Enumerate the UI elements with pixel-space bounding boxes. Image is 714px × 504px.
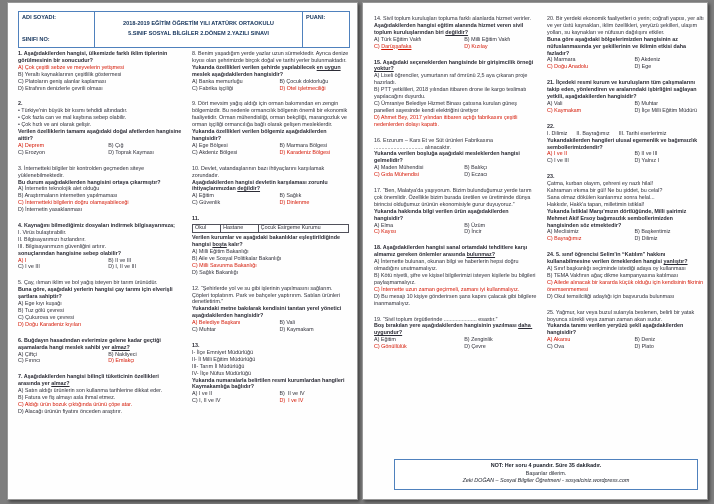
answer-option: C) Ova <box>547 344 565 351</box>
question <box>374 245 538 307</box>
question-text: 21. İlçedeki resmi kurum ve kuruluşların tüm çalışmalarını takip eden, yönlendiren ve aralarındaki işbirliğini sağlayan yetkili, aşağıdakilerden hangisidir? <box>547 80 698 101</box>
answer-options <box>547 266 706 301</box>
answer-option-correct: A) Deprem <box>18 142 45 149</box>
answer-option: B) Çığ <box>108 142 124 149</box>
answer-option-correct: D) Karadeniz Bölgesi <box>279 149 331 156</box>
question-text: Yukarıda hakkında bilgi verilen ürün aşağıdakilerden hangisidir? <box>374 208 511 222</box>
answer-option: B) Yeraltı kaynaklarının çeşitlilik göstermesi <box>18 71 122 78</box>
answer-options <box>547 101 706 115</box>
question-text: 16. Erzurum – Kars Et ve Süt ürünleri Fabrikasına ................................. alınacaktır. <box>374 137 495 151</box>
question <box>374 188 538 236</box>
question-text: Yukarıda verilen boşluğa aşağıdaki mesleklerden hangisi gelmelidir? <box>374 151 522 165</box>
question-table-cell: Okul <box>193 225 221 233</box>
answer-option-correct: D) Doğu Karadeniz kıyıları <box>18 321 82 328</box>
question <box>192 343 351 405</box>
question-text: Boş bırakılan yere aşağıdakilerden hangisinin yazılması daha uygundur? <box>374 323 533 337</box>
question-text: 6. Buğdayın hasadından evlerimize gelene kadar geçtiği aşamalarda hangi meslek sahibi yer almaz? <box>18 337 163 351</box>
answer-option-correct: C) Bayrağımız <box>547 236 582 243</box>
answer-options <box>547 337 706 351</box>
answer-options <box>374 37 538 51</box>
answer-options <box>18 143 182 157</box>
question <box>547 310 706 351</box>
answer-option: C) Fabrika işçiliği <box>192 85 234 92</box>
question-table <box>192 224 349 233</box>
answer-option: B) Deniz <box>634 337 656 344</box>
exam-header-table <box>18 11 350 48</box>
answer-option: D) I, II ve III <box>108 264 137 271</box>
page1-column-right <box>192 51 351 414</box>
answer-option: D) Kaymakam <box>279 327 314 334</box>
question <box>547 16 706 71</box>
answer-option: C) Akdeniz Bölgesi <box>192 149 238 156</box>
answer-option: D) Çevre <box>464 344 486 351</box>
answer-options <box>192 320 351 334</box>
answer-option: B) Milli Eğitim Vakfı <box>464 36 511 43</box>
question-text: 1. Aşağıdakilerden hangisi, ülkemizde farklı iklim tiplerinin görülmesinin bir sonucudur? <box>18 51 169 64</box>
question-text: • Türkiye'nin büyük bir kısmı tehdidi altındadır. <box>18 108 128 115</box>
question <box>18 280 182 328</box>
answer-options <box>18 301 182 329</box>
exam-title: 5.SINIF SOSYAL BİLGİLER 2.DÖNEM 2.YAZILI SINAVI <box>128 31 269 37</box>
answer-option-correct: C) Milli Savunma Bakanlığı <box>192 262 257 269</box>
exam-page-2 <box>362 2 708 500</box>
answer-option-correct: C) Gönüllülük <box>374 344 407 351</box>
answer-option: D) Okul temsilciliği adaylığı için başvuruda bulunması <box>547 293 675 300</box>
question-text: 25. Yağmur, kar veya buzul sularıyla beslenen, belirli bir yatak boyunca sürekli veya zaman zaman akan sudur. <box>547 309 696 323</box>
answer-option-correct: A) I <box>18 257 27 264</box>
answer-option: C) Çukurova ve çevresi <box>18 314 75 321</box>
answer-option: B) II ve III <box>634 151 658 158</box>
question-text: Yukarıda İstiklal Marşı'mızın dörtlüğünde, Milli şairimiz Mehmet Akif Ersoy bağımsızlık sembollerimizden hangisinden söz etmektedir? <box>547 208 688 229</box>
answer-option: D) Yalnız I <box>634 158 660 165</box>
question-text: Yukarıda özellikleri verilen şehirde yapılabilecek en uygun meslek aşağıdakilerden hangisidir? <box>192 64 343 78</box>
question <box>374 317 538 352</box>
question-text: • Çok fazla can ve mal kaybına sebep olabilir. <box>18 115 127 122</box>
question-text: Çatma, kurban olayım, çehreni ey nazlı hilal! <box>547 181 654 188</box>
answer-option: C) Erozyon <box>18 149 45 156</box>
class-label: SINIFI NO: <box>22 37 50 43</box>
question <box>547 124 706 165</box>
answer-option: D) Etrafının denizlerle çevrili olması <box>18 85 103 92</box>
question-text: Buna göre, aşağıdaki yerlerin hangisi çay tarımı için elverişli şartlara sahiptir? <box>18 287 175 301</box>
question-text: 19. “Sivil toplum örgütlerinde ...................... esastır.” <box>374 316 498 323</box>
answer-option: A) Türk Eğitim Vakfı <box>374 36 422 43</box>
question-text: Yukarıdaki metne bakılarak kendisini tanıtan yerel yönetici aşağıdakilerden hangisidir? <box>192 306 343 320</box>
answer-options <box>18 388 182 416</box>
question <box>18 166 182 214</box>
note-line-1: NOT: Her soru 4 puandır. Süre 35 dakikadır. <box>490 463 602 470</box>
answer-option: B) Balıkçı <box>464 165 488 172</box>
question-text: Yukarıda tanımı verilen yeryüzü şekli aşağıdakilerden hangisidir? <box>547 323 685 337</box>
answer-options <box>192 391 351 405</box>
question-text: Yukarıda numaralarla belirtilen resmi kurumlardan hangileri Kaymakamlığa bağlıdır? <box>192 377 346 391</box>
answer-option: B) Sağlık <box>279 193 302 200</box>
answer-option: A) Maden Mühendisi <box>374 165 424 172</box>
question <box>18 51 182 92</box>
answer-option-correct: C) İnternette uzun zaman geçirmeli, zamanı iyi kullanmalıyız. <box>374 286 520 293</box>
answer-option: B) Marmara Bölgesi <box>279 142 328 149</box>
answer-option-correct: D) Kızılay <box>464 43 488 50</box>
answer-option: C) Ümraniye Belediye Hizmet Binası çatısına kurulan güneş panelleri sayesinde kendi elektriğini üretiyor <box>374 100 519 114</box>
answer-option: A) İnternetin teknolojik alet olduğu <box>18 186 100 193</box>
answer-option: A) I ve II <box>192 391 213 398</box>
question-text: Kahraman ırkıma bir gül! Ne bu şiddet, bu celal? <box>547 188 663 195</box>
answer-option: A) Marmara <box>547 57 576 64</box>
question-text: 14. Sivil toplum kuruluşları topluma farklı alanlarda hizmet verirler. <box>374 16 531 22</box>
answer-option-correct: C) Doğu Anadolu <box>547 64 589 71</box>
answer-option: B) Araştırmaların internetten yapılmaması <box>18 193 118 200</box>
question-text: 11. <box>192 216 200 223</box>
answer-option: A) Banka memurluğu <box>192 78 243 85</box>
question-text: Aşağıdakilerden hangisi devletin karşılaması zorunlu ihtiyaçlarımızdan değildir? <box>192 179 330 193</box>
question-text: 15. Aşağıdaki seçeneklerden hangisinde bir girişimcilik örneği yoktur? <box>374 59 535 73</box>
question <box>18 338 182 366</box>
answer-option: A) Eğitim <box>374 337 396 344</box>
answer-options <box>374 337 538 351</box>
answer-option-correct: C) Kaymakam <box>547 107 582 114</box>
question-text: Sana olmaz dökülen kanlarımız sonra helal... <box>547 194 655 201</box>
answer-option: A) Eğitim <box>192 193 214 200</box>
question-text: sonuçlarından hangisine sebep olabilir? <box>18 250 122 257</box>
answer-option: D) Eczacı <box>464 172 488 179</box>
question <box>18 101 182 156</box>
answer-option: B) Zenginlik <box>464 337 493 344</box>
answer-option: A) Satın aldığı ürünlerin son kullanma tarihlerine dikkat eder. <box>18 388 163 395</box>
question <box>192 216 351 277</box>
question-text: III. Bilgisayarımızın güvenliğini artırır. <box>18 243 107 250</box>
note-line-2: Başarılar dilerim. <box>525 470 567 477</box>
answer-options <box>374 223 538 237</box>
answer-option: C) I, II ve IV <box>192 398 221 405</box>
exam-note-box <box>394 459 698 490</box>
school-title: 2018-2019 EĞİTİM ÖĞRETİM YILI ATATÜRK ORTAOKULU <box>123 21 274 27</box>
exam-title-cell <box>95 12 303 47</box>
page2-column-left <box>374 16 538 360</box>
question <box>547 252 706 300</box>
answer-option: A) İnternette bulunan, okunan bilgi ve haberlerin hepsi doğru olmadığını unutmamalıyız. <box>374 259 520 273</box>
answer-options <box>18 186 182 214</box>
answer-option-correct: C) Gıda Mühendisi <box>374 172 419 179</box>
answer-option: C) Güvenlik <box>192 200 221 207</box>
exam-page-1 <box>7 2 358 500</box>
answer-option: C) I ve III <box>547 158 569 165</box>
answer-option: C) Platoların geniş alanlar kaplaması <box>18 78 107 85</box>
question <box>374 16 538 51</box>
answer-option-correct: D) Otel işletmeciliği <box>279 85 326 92</box>
answer-option: D) Toprak Kayması <box>108 149 154 156</box>
answer-option: B) Fatura ve fiş almayı asla ihmal etmez. <box>18 395 116 402</box>
answer-option-correct: A) Akarsu <box>547 337 571 344</box>
question-text: 17. “Ben, Malatya'da yaşıyorum. Bizim bulunduğumuz yerde tarım çok önemlidir. Özellikle bizim burada üretilen ve üretiminde dünya birincisi olduğumuz ürünün ekonomisiyle gurur duyuyoruz.” <box>374 188 533 208</box>
answer-option: B) Kötü niyetli, şifre ve kişisel bilgilerimizi isteyen kişilerle bu bilgileri paylaşmamalıyız. <box>374 273 537 286</box>
answer-option: B) II ve IV <box>279 391 305 398</box>
answer-option: D) İlçe Milli Eğitim Müdürü <box>634 107 698 114</box>
answer-option: D) Sağlık Bakanlığı <box>192 269 239 276</box>
question-text: Bu durum aşağıdakilerden hangisini ortaya çıkarmıştır? <box>18 179 161 186</box>
answer-option-correct: C) Kayısı <box>374 229 397 236</box>
note-line-3: Zeki DOĞAN – Sosyal Bilgiler Öğretmeni - sosyalciniz.wordpress.com <box>462 478 630 485</box>
answer-options <box>374 165 538 179</box>
question-text: 3. İnternetteki bilgiler bir kontrolden geçmeden siteye yüklenebilmektedir. <box>18 165 146 179</box>
name-label: ADI SOYADI: <box>22 15 56 21</box>
answer-option: B) Nakliyeci <box>108 351 137 358</box>
score-cell <box>303 12 349 47</box>
answer-option: B) Vali <box>279 320 295 327</box>
question-text: Aşağıdakilerden hangisi eğitim alanında hizmet veren sivil toplum kuruluşlarından biri değildir? <box>374 22 525 36</box>
answer-option: D) Alacağı ürünün fiyatını önceden araştırır. <box>18 408 122 415</box>
answer-option-correct: A) I ve II <box>547 151 568 158</box>
question <box>18 223 182 271</box>
question-table-cell: Hastane <box>221 225 259 233</box>
question <box>547 174 706 243</box>
question-text: 13. <box>192 343 200 350</box>
question <box>192 166 351 207</box>
question-text: Buna göre aşağıdaki bölgelerimizden hangisinin az nüfuslanmasında yer şekillerinin ve iklimin etkisi daha fazladır? <box>547 36 688 57</box>
question <box>192 101 351 156</box>
question-text: 5. Çay, ılıman iklim ve bol yağış isteyen bir tarım ürünüdür. <box>18 280 158 287</box>
question-text: 12. “Şehirlerde yol ve su gibi işlerinin yapılmasını sağlarım. Çöpleri toplatırım. Park ve bahçeler yaptırırım. Satılan ürünleri denetletirim.” <box>192 285 342 306</box>
answer-option: B) Akdeniz <box>634 57 661 64</box>
question-text: I. Dilimiz II. Bayrağımız III. Tarihi eserlerimiz <box>547 130 667 137</box>
answer-option: A) Ege Bölgesi <box>192 142 228 149</box>
question-text: Yukarıdakilerden hangileri ulusal egemenlik ve bağımsızlık sembollerimizdendir? <box>547 137 699 151</box>
answer-options <box>18 65 182 93</box>
question-table-cell: Çocuk Esirgeme Kurumu <box>258 225 349 233</box>
page2-column-right <box>547 16 706 360</box>
question-text: 18. Aşağıdakilerden hangisi sanal ortamdaki tehditlere karşı almamız gereken önlemler arasında bulunmaz? <box>374 245 529 259</box>
question-text: 9. Dört mevsim yağış aldığı için orman bakımından en zengin bölgemizdir. Bu nedenle ormancılık bölgenin önemli bir ekonomik faaliyetidir. Orman mühendisliği, orman bekçiliği, marangozluk ve orman işçiliği ormancılığa bağlı olarak gelişen mesleklerdir. <box>192 101 349 129</box>
question-text: Verilen kurumlar ve aşağıdaki bakanlıklar eşleştirildiğinde hangisi boşta kalır? <box>192 235 342 249</box>
answer-option: A) Ege kıyı kuşağı <box>18 301 62 308</box>
score-label: PUANI: <box>306 15 326 21</box>
answer-option-correct: C) İnternetteki bilgilerin doğru olamayabileceği <box>18 200 129 207</box>
question-text: 4. Kaynağını bilmediğimiz dosyaları indirmek bilgisayarımıza; <box>18 223 175 230</box>
question-text: II. Bilgisayarımızı hızlandırır. <box>18 236 86 243</box>
question-text: Hakkıdır, Hakk'a tapan, milletimin istiklal! <box>547 201 645 208</box>
answer-option: B) II ve III <box>108 257 132 264</box>
answer-options <box>374 259 538 307</box>
page1-column-left <box>18 51 182 425</box>
answer-options <box>192 79 351 93</box>
question-text: • Çok hızlı ve ani olarak gelişir. <box>18 122 92 129</box>
answer-option: D) İncir <box>464 229 482 236</box>
student-info-cell <box>19 12 95 47</box>
answer-options <box>192 249 351 277</box>
question-text: III- Tarım İl Müdürlüğü <box>192 363 245 370</box>
answer-options <box>192 193 351 207</box>
question-text: I. Virüs bulaştırabilir. <box>18 229 67 236</box>
answer-options <box>18 352 182 366</box>
answer-option: A) Meclisimiz <box>547 229 579 236</box>
question <box>547 80 706 115</box>
question-text: 8. Benim yaşadığım yerde yazlar uzun sürmektedir. Ayrıca denize kıyısı olan şehrimizde birçok doğal ve tarihi yerler bulunmaktadır. <box>192 51 350 64</box>
answer-option: B) TEMA Vakfının ağaç dikme kampanyasına katılması <box>547 273 679 279</box>
answer-options <box>547 57 706 71</box>
answer-option-correct: D) Emlakçı <box>108 358 135 365</box>
answer-option-correct: C) Darüşşafaka <box>374 43 412 50</box>
answer-option: D) Ege <box>634 64 652 71</box>
question-text: 23. <box>547 174 555 181</box>
answer-options <box>374 73 538 128</box>
question <box>374 60 538 129</box>
question-text: I- İlçe Emniyet Müdürlüğü <box>192 349 254 356</box>
question-text: Yukarıda özellikleri verilen bölgemiz aşağıdakilerden hangisidir? <box>192 129 329 142</box>
answer-option: B) Çocuk doktorluğu <box>279 78 329 85</box>
answer-option: B) Başkentimiz <box>634 229 671 236</box>
answer-option: A) Elma <box>374 222 394 229</box>
question <box>18 374 182 415</box>
question-text: II- İl Milli Eğitim Müdürlüğü <box>192 356 256 363</box>
question <box>374 138 538 179</box>
answer-option: C) Fırıncı <box>18 358 41 365</box>
question-text: Verilen özelliklerin tamamı aşağıdaki doğal afetlerden hangisine aittir? <box>18 129 183 142</box>
answer-option: C) Muhtar <box>192 327 216 334</box>
question-text: 2. <box>18 101 23 108</box>
answer-option-correct: D) I ve IV <box>279 398 304 405</box>
answer-option: D) İnternetin yasaklanması <box>18 207 83 214</box>
question-text: 20. Bir yerdeki ekonomik faaliyetleri o yerin; coğrafi yapısı, yer altı ve yer üstü kaynakları, iklim özellikleri, yeryüzü şekilleri, ulaşım yolları, su kaynakları ve nüfusun dağılışını etkiler. <box>547 16 706 36</box>
answer-option: A) Milli Eğitim Bakanlığı <box>192 249 249 256</box>
answer-option: B) PTT yetkilileri, 2018 yılından itibaren drone ile kargo teslimatı yapılacağını duyurdu. <box>374 87 528 101</box>
question-text: 24. 5. sınıf öğrencisi Selim'in “Katılım” hakkını kullanabilmesine verilen örneklerden hangisi yanlıştır? <box>547 252 688 266</box>
answer-option-correct: C) Ailede alınacak bir kararda küçük olduğu için kendisinin fikrinin önemsenmemesi <box>547 279 705 293</box>
answer-option: A) Liseli öğrenciler, yumurtanın raf ömrünü 2,5 aya çıkaran proje hazırladı. <box>374 73 529 87</box>
answer-option: D) Plato <box>634 344 654 351</box>
answer-option-correct: A) Belediye Başkanı <box>192 320 241 327</box>
answer-options <box>547 229 706 243</box>
answer-options <box>18 258 182 272</box>
answer-option-correct: C) Aldığı ürün bozuk çıktığında ürünü çöpe atar. <box>18 401 133 408</box>
answer-option: A) Vali <box>547 100 563 107</box>
answer-options <box>547 151 706 165</box>
answer-option: A) Sınıf başkanlığı seçiminde istediği adaya oy kullanması <box>547 266 686 273</box>
answer-option: A) Çiftçi <box>18 351 37 358</box>
question <box>192 286 351 334</box>
question <box>192 51 351 92</box>
answer-option: C) I ve III <box>18 264 40 271</box>
question-text: 7. Aşağıdakilerden hangisi bilinçli tüketicinin özellikleri arasında yer almaz? <box>18 374 161 388</box>
question-text: 10. Devlet, vatandaşlarının bazı ihtiyaçlarını karşılamak zorundadır. <box>192 165 326 179</box>
answer-option: D) Bu mesajı 10 kişiye gönderirsen şans kapını çalacak gibi bilgilere inanmamalıyız. <box>374 293 538 307</box>
answer-options <box>192 143 351 157</box>
answer-option: B) Muhtar <box>634 100 659 107</box>
answer-option-correct: A) Çok çeşitli sebze ve meyvelerin yetişmesi <box>18 64 125 71</box>
answer-option-correct: D) Dinlenme <box>279 200 310 207</box>
question-text: 22. <box>547 123 555 130</box>
answer-option-correct: D) Ahmet Bey, 2017 yılından itibaren açtığı fabrikasını çeşitli nedenlerden dolayı kapattı. <box>374 114 519 128</box>
answer-option: B) Tuz gölü çevresi <box>18 308 64 314</box>
answer-option: B) Üzüm <box>464 222 486 229</box>
answer-option: B) Aile ve Sosyal Politikalar Bakanlığı <box>192 255 282 262</box>
answer-option: D) Dilimiz <box>634 236 658 243</box>
question-text: IV- İlçe Nüfus Müdürlüğü <box>192 370 252 377</box>
